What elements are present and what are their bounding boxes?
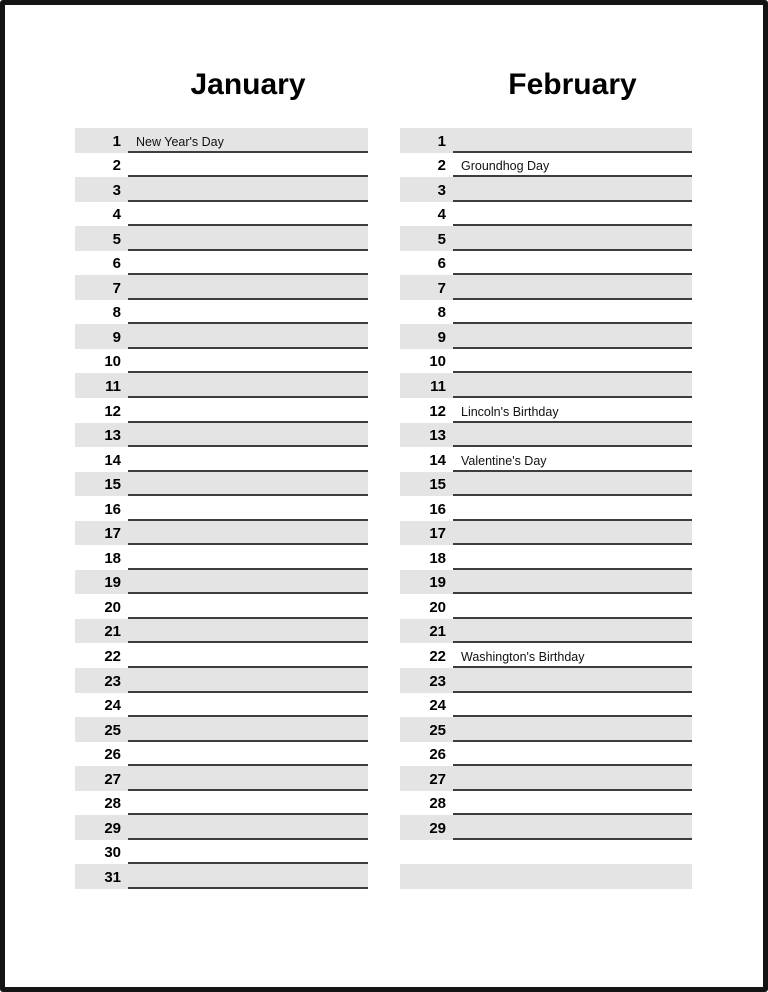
day-number bbox=[400, 864, 453, 889]
holiday-note bbox=[128, 836, 136, 838]
day-note-line bbox=[128, 521, 368, 546]
day-note-line bbox=[453, 545, 692, 570]
day-note-line bbox=[453, 815, 692, 840]
day-row bbox=[400, 791, 692, 816]
day-note-line bbox=[128, 668, 368, 693]
day-note-line bbox=[128, 275, 368, 300]
day-row bbox=[400, 864, 692, 889]
day-number: 18 bbox=[104, 549, 121, 567]
day-row bbox=[75, 791, 368, 816]
holiday-note bbox=[128, 738, 136, 740]
holiday-note bbox=[453, 639, 461, 641]
day-number: 21 bbox=[104, 623, 121, 641]
day-number: 5 bbox=[437, 230, 446, 248]
day-note-line bbox=[453, 766, 692, 791]
day-row bbox=[75, 398, 368, 423]
day-row bbox=[400, 177, 692, 202]
day-number: 3 bbox=[112, 181, 121, 199]
holiday-note bbox=[453, 296, 461, 298]
holiday-note bbox=[453, 345, 461, 347]
holiday-note bbox=[453, 566, 461, 568]
holiday-note bbox=[128, 590, 136, 592]
day-note-line bbox=[128, 717, 368, 742]
day-note-line bbox=[128, 840, 368, 865]
day-number: 18 bbox=[429, 549, 446, 567]
holiday-note bbox=[453, 762, 461, 764]
day-row bbox=[75, 693, 368, 718]
day-row bbox=[75, 226, 368, 251]
day-number: 4 bbox=[112, 206, 121, 224]
day-number: 4 bbox=[437, 206, 446, 224]
holiday-note bbox=[453, 320, 461, 322]
day-row bbox=[400, 202, 692, 227]
day-row bbox=[75, 251, 368, 276]
holiday-note bbox=[128, 222, 136, 224]
day-note-line bbox=[453, 275, 692, 300]
day-number: 26 bbox=[429, 746, 446, 764]
day-row bbox=[400, 521, 692, 546]
day-number: 10 bbox=[104, 353, 121, 371]
day-number: 13 bbox=[429, 427, 446, 445]
day-number: 25 bbox=[104, 721, 121, 739]
day-number: 16 bbox=[429, 500, 446, 518]
holiday-note bbox=[453, 271, 461, 273]
day-note-line bbox=[453, 717, 692, 742]
day-note-line bbox=[453, 226, 692, 251]
day-note-line bbox=[453, 251, 692, 276]
day-note-line bbox=[128, 619, 368, 644]
holiday-note bbox=[453, 887, 461, 889]
holiday-note bbox=[128, 492, 136, 494]
day-note-line bbox=[128, 128, 368, 153]
day-number: 5 bbox=[112, 230, 121, 248]
holiday-note: Lincoln's Birthday bbox=[461, 404, 559, 419]
day-number: 2 bbox=[112, 157, 121, 175]
day-row bbox=[400, 815, 692, 840]
day-note-line bbox=[453, 447, 692, 472]
holiday-note bbox=[128, 345, 136, 347]
holiday-note bbox=[453, 517, 461, 519]
day-row bbox=[75, 815, 368, 840]
day-note-line bbox=[128, 251, 368, 276]
day-number: 10 bbox=[429, 353, 446, 371]
day-number: 9 bbox=[437, 328, 446, 346]
day-number: 24 bbox=[104, 697, 121, 715]
day-number: 17 bbox=[429, 525, 446, 543]
day-row bbox=[400, 128, 692, 153]
day-row bbox=[400, 251, 692, 276]
holiday-note bbox=[453, 443, 461, 445]
day-note-line bbox=[128, 594, 368, 619]
holiday-note bbox=[453, 787, 461, 789]
day-row bbox=[75, 742, 368, 767]
holiday-note: Washington's Birthday bbox=[461, 650, 585, 665]
day-number: 8 bbox=[437, 304, 446, 322]
day-number: 13 bbox=[104, 427, 121, 445]
holiday-note bbox=[128, 271, 136, 273]
day-note-line bbox=[128, 226, 368, 251]
holiday-note bbox=[128, 541, 136, 543]
day-note-line bbox=[453, 349, 692, 374]
day-row bbox=[75, 521, 368, 546]
holiday-note bbox=[128, 762, 136, 764]
month-title: February bbox=[508, 68, 637, 101]
holiday-note bbox=[128, 860, 136, 862]
day-row bbox=[75, 177, 368, 202]
holiday-note bbox=[453, 615, 461, 617]
day-number: 26 bbox=[104, 746, 121, 764]
day-note-line bbox=[128, 766, 368, 791]
day-row bbox=[75, 202, 368, 227]
day-number: 14 bbox=[104, 451, 121, 469]
day-number: 6 bbox=[437, 255, 446, 273]
day-note-line bbox=[453, 423, 692, 448]
day-row bbox=[75, 840, 368, 865]
day-note-line bbox=[128, 153, 368, 178]
holiday-note bbox=[128, 517, 136, 519]
holiday-note bbox=[128, 664, 136, 666]
holiday-note bbox=[128, 468, 136, 470]
day-note-line bbox=[128, 349, 368, 374]
day-row bbox=[400, 840, 692, 865]
day-row bbox=[75, 766, 368, 791]
holiday-note bbox=[128, 320, 136, 322]
holiday-note bbox=[128, 247, 136, 249]
day-note-line bbox=[128, 373, 368, 398]
day-number: 31 bbox=[104, 868, 121, 886]
holiday-note bbox=[453, 689, 461, 691]
holiday-note bbox=[128, 198, 136, 200]
month-title: January bbox=[190, 68, 306, 101]
day-number: 25 bbox=[429, 721, 446, 739]
day-note-line bbox=[453, 570, 692, 595]
day-row bbox=[75, 275, 368, 300]
day-note-line bbox=[453, 619, 692, 644]
day-number: 1 bbox=[112, 132, 121, 150]
day-note-line bbox=[453, 643, 692, 668]
holiday-note: New Year's Day bbox=[136, 134, 224, 149]
day-row bbox=[75, 447, 368, 472]
day-note-line bbox=[128, 496, 368, 521]
day-note-line bbox=[453, 496, 692, 521]
day-note-line bbox=[453, 693, 692, 718]
day-row bbox=[400, 398, 692, 423]
day-number: 20 bbox=[429, 598, 446, 616]
day-row bbox=[400, 717, 692, 742]
day-row bbox=[75, 496, 368, 521]
day-row bbox=[400, 693, 692, 718]
day-row bbox=[75, 349, 368, 374]
day-note-line bbox=[453, 521, 692, 546]
day-note-line bbox=[453, 153, 692, 178]
holiday-note bbox=[453, 369, 461, 371]
day-number: 12 bbox=[104, 402, 121, 420]
holiday-note bbox=[128, 443, 136, 445]
day-row bbox=[75, 300, 368, 325]
day-note-line bbox=[453, 373, 692, 398]
day-note-line bbox=[453, 742, 692, 767]
day-row bbox=[400, 275, 692, 300]
day-row bbox=[400, 447, 692, 472]
day-row bbox=[400, 496, 692, 521]
day-number: 16 bbox=[104, 500, 121, 518]
day-row bbox=[75, 643, 368, 668]
day-note-line bbox=[453, 300, 692, 325]
day-row bbox=[75, 153, 368, 178]
day-row bbox=[400, 766, 692, 791]
day-number: 3 bbox=[437, 181, 446, 199]
day-note-line bbox=[128, 202, 368, 227]
day-note-line bbox=[453, 864, 692, 889]
holiday-note bbox=[453, 541, 461, 543]
day-number: 30 bbox=[104, 844, 121, 862]
holiday-note bbox=[453, 590, 461, 592]
day-note-line bbox=[128, 447, 368, 472]
day-number: 11 bbox=[105, 378, 121, 396]
holiday-note bbox=[128, 173, 136, 175]
day-rows bbox=[75, 128, 368, 889]
day-number: 28 bbox=[429, 795, 446, 813]
day-number: 9 bbox=[112, 328, 121, 346]
holiday-note bbox=[128, 615, 136, 617]
holiday-note bbox=[128, 394, 136, 396]
day-number: 24 bbox=[429, 697, 446, 715]
holiday-note bbox=[128, 639, 136, 641]
day-row bbox=[400, 619, 692, 644]
day-note-line bbox=[128, 864, 368, 889]
day-number bbox=[400, 840, 453, 865]
day-number: 11 bbox=[430, 378, 446, 396]
holiday-note bbox=[453, 198, 461, 200]
day-row bbox=[400, 643, 692, 668]
day-row bbox=[75, 570, 368, 595]
day-number: 20 bbox=[104, 598, 121, 616]
day-note-line bbox=[128, 570, 368, 595]
day-note-line bbox=[128, 472, 368, 497]
day-note-line bbox=[128, 398, 368, 423]
day-note-line bbox=[453, 324, 692, 349]
day-note-line bbox=[453, 791, 692, 816]
day-note-line bbox=[453, 398, 692, 423]
day-row bbox=[75, 717, 368, 742]
day-note-line bbox=[128, 815, 368, 840]
day-row bbox=[75, 324, 368, 349]
holiday-note bbox=[128, 811, 136, 813]
holiday-note bbox=[128, 787, 136, 789]
day-row bbox=[400, 226, 692, 251]
day-row bbox=[400, 423, 692, 448]
day-note-line bbox=[453, 668, 692, 693]
day-row bbox=[400, 545, 692, 570]
day-note-line bbox=[128, 545, 368, 570]
day-number: 27 bbox=[104, 770, 121, 788]
day-row bbox=[400, 570, 692, 595]
day-number: 17 bbox=[104, 525, 121, 543]
holiday-note bbox=[128, 296, 136, 298]
holiday-note bbox=[453, 247, 461, 249]
day-number: 1 bbox=[437, 132, 446, 150]
day-number: 22 bbox=[429, 648, 446, 666]
day-row bbox=[75, 423, 368, 448]
holiday-note bbox=[453, 394, 461, 396]
day-rows bbox=[400, 128, 692, 889]
day-number: 15 bbox=[104, 476, 121, 494]
day-note-line bbox=[453, 128, 692, 153]
day-row bbox=[75, 594, 368, 619]
day-note-line bbox=[453, 202, 692, 227]
day-row bbox=[75, 545, 368, 570]
day-number: 27 bbox=[429, 770, 446, 788]
holiday-note: Valentine's Day bbox=[461, 453, 547, 468]
day-row bbox=[400, 668, 692, 693]
day-row bbox=[400, 373, 692, 398]
holiday-note bbox=[128, 689, 136, 691]
day-row bbox=[400, 742, 692, 767]
day-note-line bbox=[128, 423, 368, 448]
day-note-line bbox=[453, 594, 692, 619]
day-number: 28 bbox=[104, 795, 121, 813]
day-row bbox=[400, 472, 692, 497]
day-note-line bbox=[128, 742, 368, 767]
day-row bbox=[400, 594, 692, 619]
day-number: 14 bbox=[429, 451, 446, 469]
day-note-line bbox=[128, 324, 368, 349]
day-number: 29 bbox=[429, 819, 446, 837]
holiday-note bbox=[128, 369, 136, 371]
day-note-line bbox=[128, 791, 368, 816]
day-number: 21 bbox=[429, 623, 446, 641]
day-number: 19 bbox=[104, 574, 121, 592]
day-number: 8 bbox=[112, 304, 121, 322]
holiday-note bbox=[453, 811, 461, 813]
holiday-note bbox=[453, 222, 461, 224]
day-number: 7 bbox=[437, 279, 446, 297]
holiday-note: Groundhog Day bbox=[461, 159, 550, 174]
day-number: 2 bbox=[437, 157, 446, 175]
holiday-note bbox=[453, 836, 461, 838]
day-number: 19 bbox=[429, 574, 446, 592]
holiday-note bbox=[128, 566, 136, 568]
holiday-note bbox=[128, 885, 136, 887]
day-note-line bbox=[453, 177, 692, 202]
day-number: 15 bbox=[429, 476, 446, 494]
day-note-line bbox=[128, 643, 368, 668]
day-number: 29 bbox=[104, 819, 121, 837]
day-row bbox=[75, 668, 368, 693]
day-row bbox=[400, 349, 692, 374]
holiday-note bbox=[128, 419, 136, 421]
holiday-note bbox=[453, 738, 461, 740]
day-number: 23 bbox=[429, 672, 446, 690]
day-row bbox=[75, 864, 368, 889]
day-number: 12 bbox=[429, 402, 446, 420]
day-row bbox=[75, 373, 368, 398]
day-note-line bbox=[128, 693, 368, 718]
day-note-line bbox=[128, 300, 368, 325]
holiday-note bbox=[453, 492, 461, 494]
holiday-note bbox=[453, 149, 461, 151]
day-row bbox=[400, 300, 692, 325]
day-row bbox=[400, 153, 692, 178]
day-row bbox=[75, 472, 368, 497]
holiday-note bbox=[128, 713, 136, 715]
day-number: 22 bbox=[104, 648, 121, 666]
day-number: 23 bbox=[104, 672, 121, 690]
day-note-line bbox=[453, 472, 692, 497]
holiday-note bbox=[453, 713, 461, 715]
day-note-line bbox=[128, 177, 368, 202]
day-note-line bbox=[453, 840, 692, 865]
day-row bbox=[75, 619, 368, 644]
day-row bbox=[75, 128, 368, 153]
day-row bbox=[400, 324, 692, 349]
day-number: 7 bbox=[112, 279, 121, 297]
day-number: 6 bbox=[112, 255, 121, 273]
